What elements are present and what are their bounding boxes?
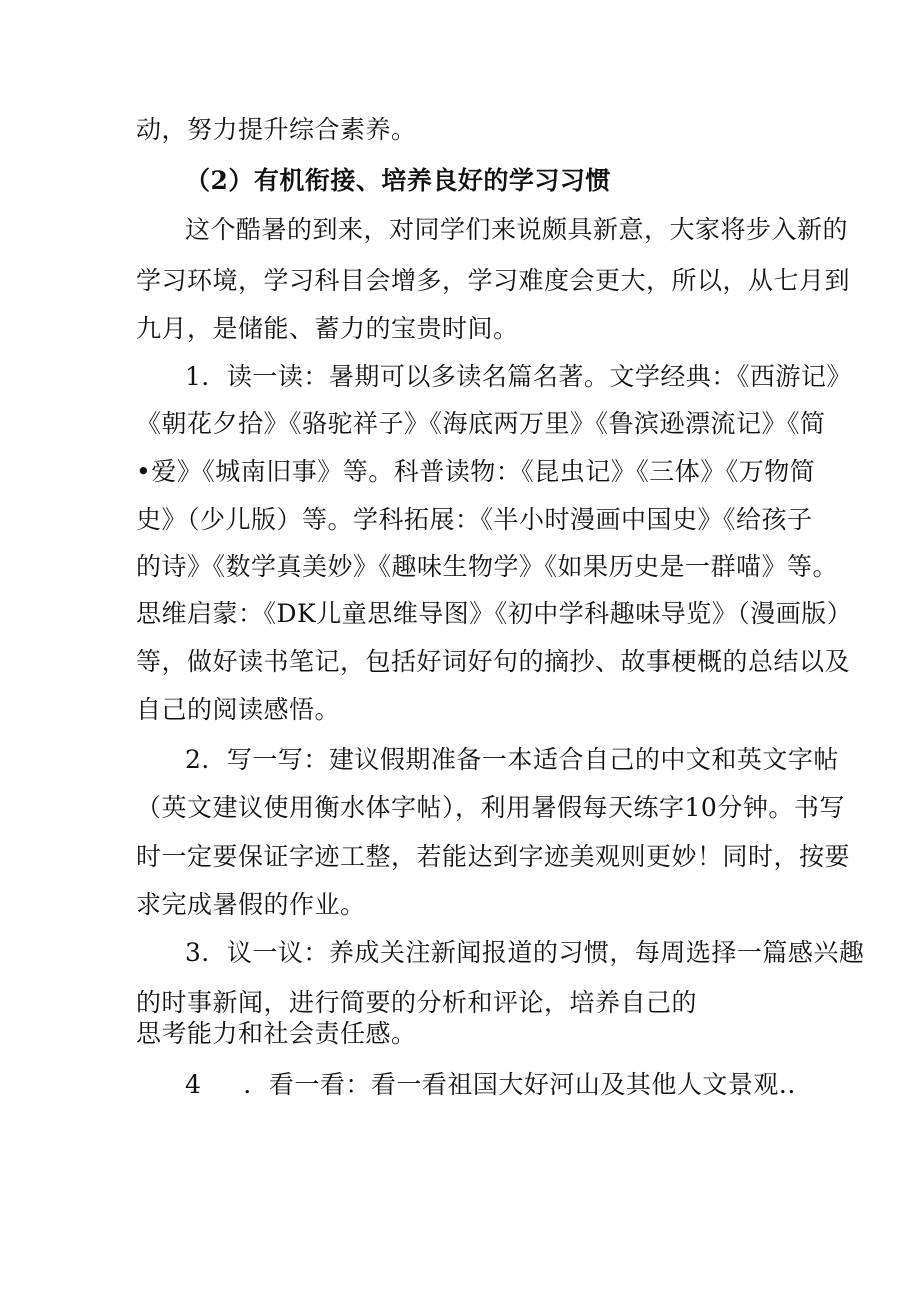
list-item-1-line: 1．读一读：暑期可以多读名篇名著。文学经典：《西游记》 [185, 362, 852, 391]
paragraph-line: 动，努力提升综合素养。 [136, 115, 417, 144]
paragraph-line: 求完成暑假的作业。 [136, 890, 366, 919]
paragraph-line: 的时事新闻，进行简要的分析和评论，培养自己的 [136, 988, 698, 1017]
paragraph-line: 等，做好读书笔记，包括好词好句的摘抄、故事梗概的总结以及 [136, 647, 851, 676]
paragraph-line: （英文建议使用衡水体字帖），利用暑假每天练字10分钟。书写 [136, 793, 845, 822]
paragraph-line: 九月，是储能、蓄力的宝贵时间。 [136, 314, 519, 343]
list-item-4-text: ．看一看：看一看祖国大好河山及其他人文景观.. [243, 1070, 796, 1099]
list-item-4-line [185, 1068, 796, 1102]
paragraph-line: 思考能力和社会责任感。 [136, 1019, 417, 1048]
paragraph-line: 思维启蒙：《DK儿童思维导图》《初中学科趣味导览》（漫画版） [136, 599, 853, 628]
paragraph-line: 的诗》《数学真美妙》《趣味生物学》《如果历史是一群喵》等。 [136, 552, 839, 581]
paragraph-line: 学习环境，学习科目会增多，学习难度会更大，所以，从七月到 [136, 266, 851, 295]
paragraph-line: 史》（少儿版）等。学科拓展：《半小时漫画中国史》《给孩子 [136, 505, 813, 534]
paragraph-line: 这个酷暑的到来，对同学们来说颇具新意，大家将步入新的 [185, 215, 849, 244]
paragraph-line: 时一定要保证字迹工整，若能达到字迹美观则更妙！同时，按要 [136, 842, 851, 871]
list-item-3-line: 3．议一议：养成关注新闻报道的习惯，每周选择一篇感兴趣 [185, 938, 865, 967]
paragraph-line: •爱》《城南旧事》等。科普读物：《昆虫记》《三体》《万物简 [136, 457, 816, 486]
list-item-2-line: 2．写一写：建议假期准备一本适合自己的中文和英文字帖 [185, 745, 839, 774]
list-item-4-number: 4 [185, 1070, 202, 1099]
section-heading: （2）有机衔接、培养良好的学习习惯 [185, 166, 611, 195]
paragraph-line: 《朝花夕拾》《骆驼祥子》《海底两万里》《鲁滨逊漂流记》《简 [136, 409, 826, 438]
paragraph-line: 自己的阅读感悟。 [136, 695, 341, 724]
